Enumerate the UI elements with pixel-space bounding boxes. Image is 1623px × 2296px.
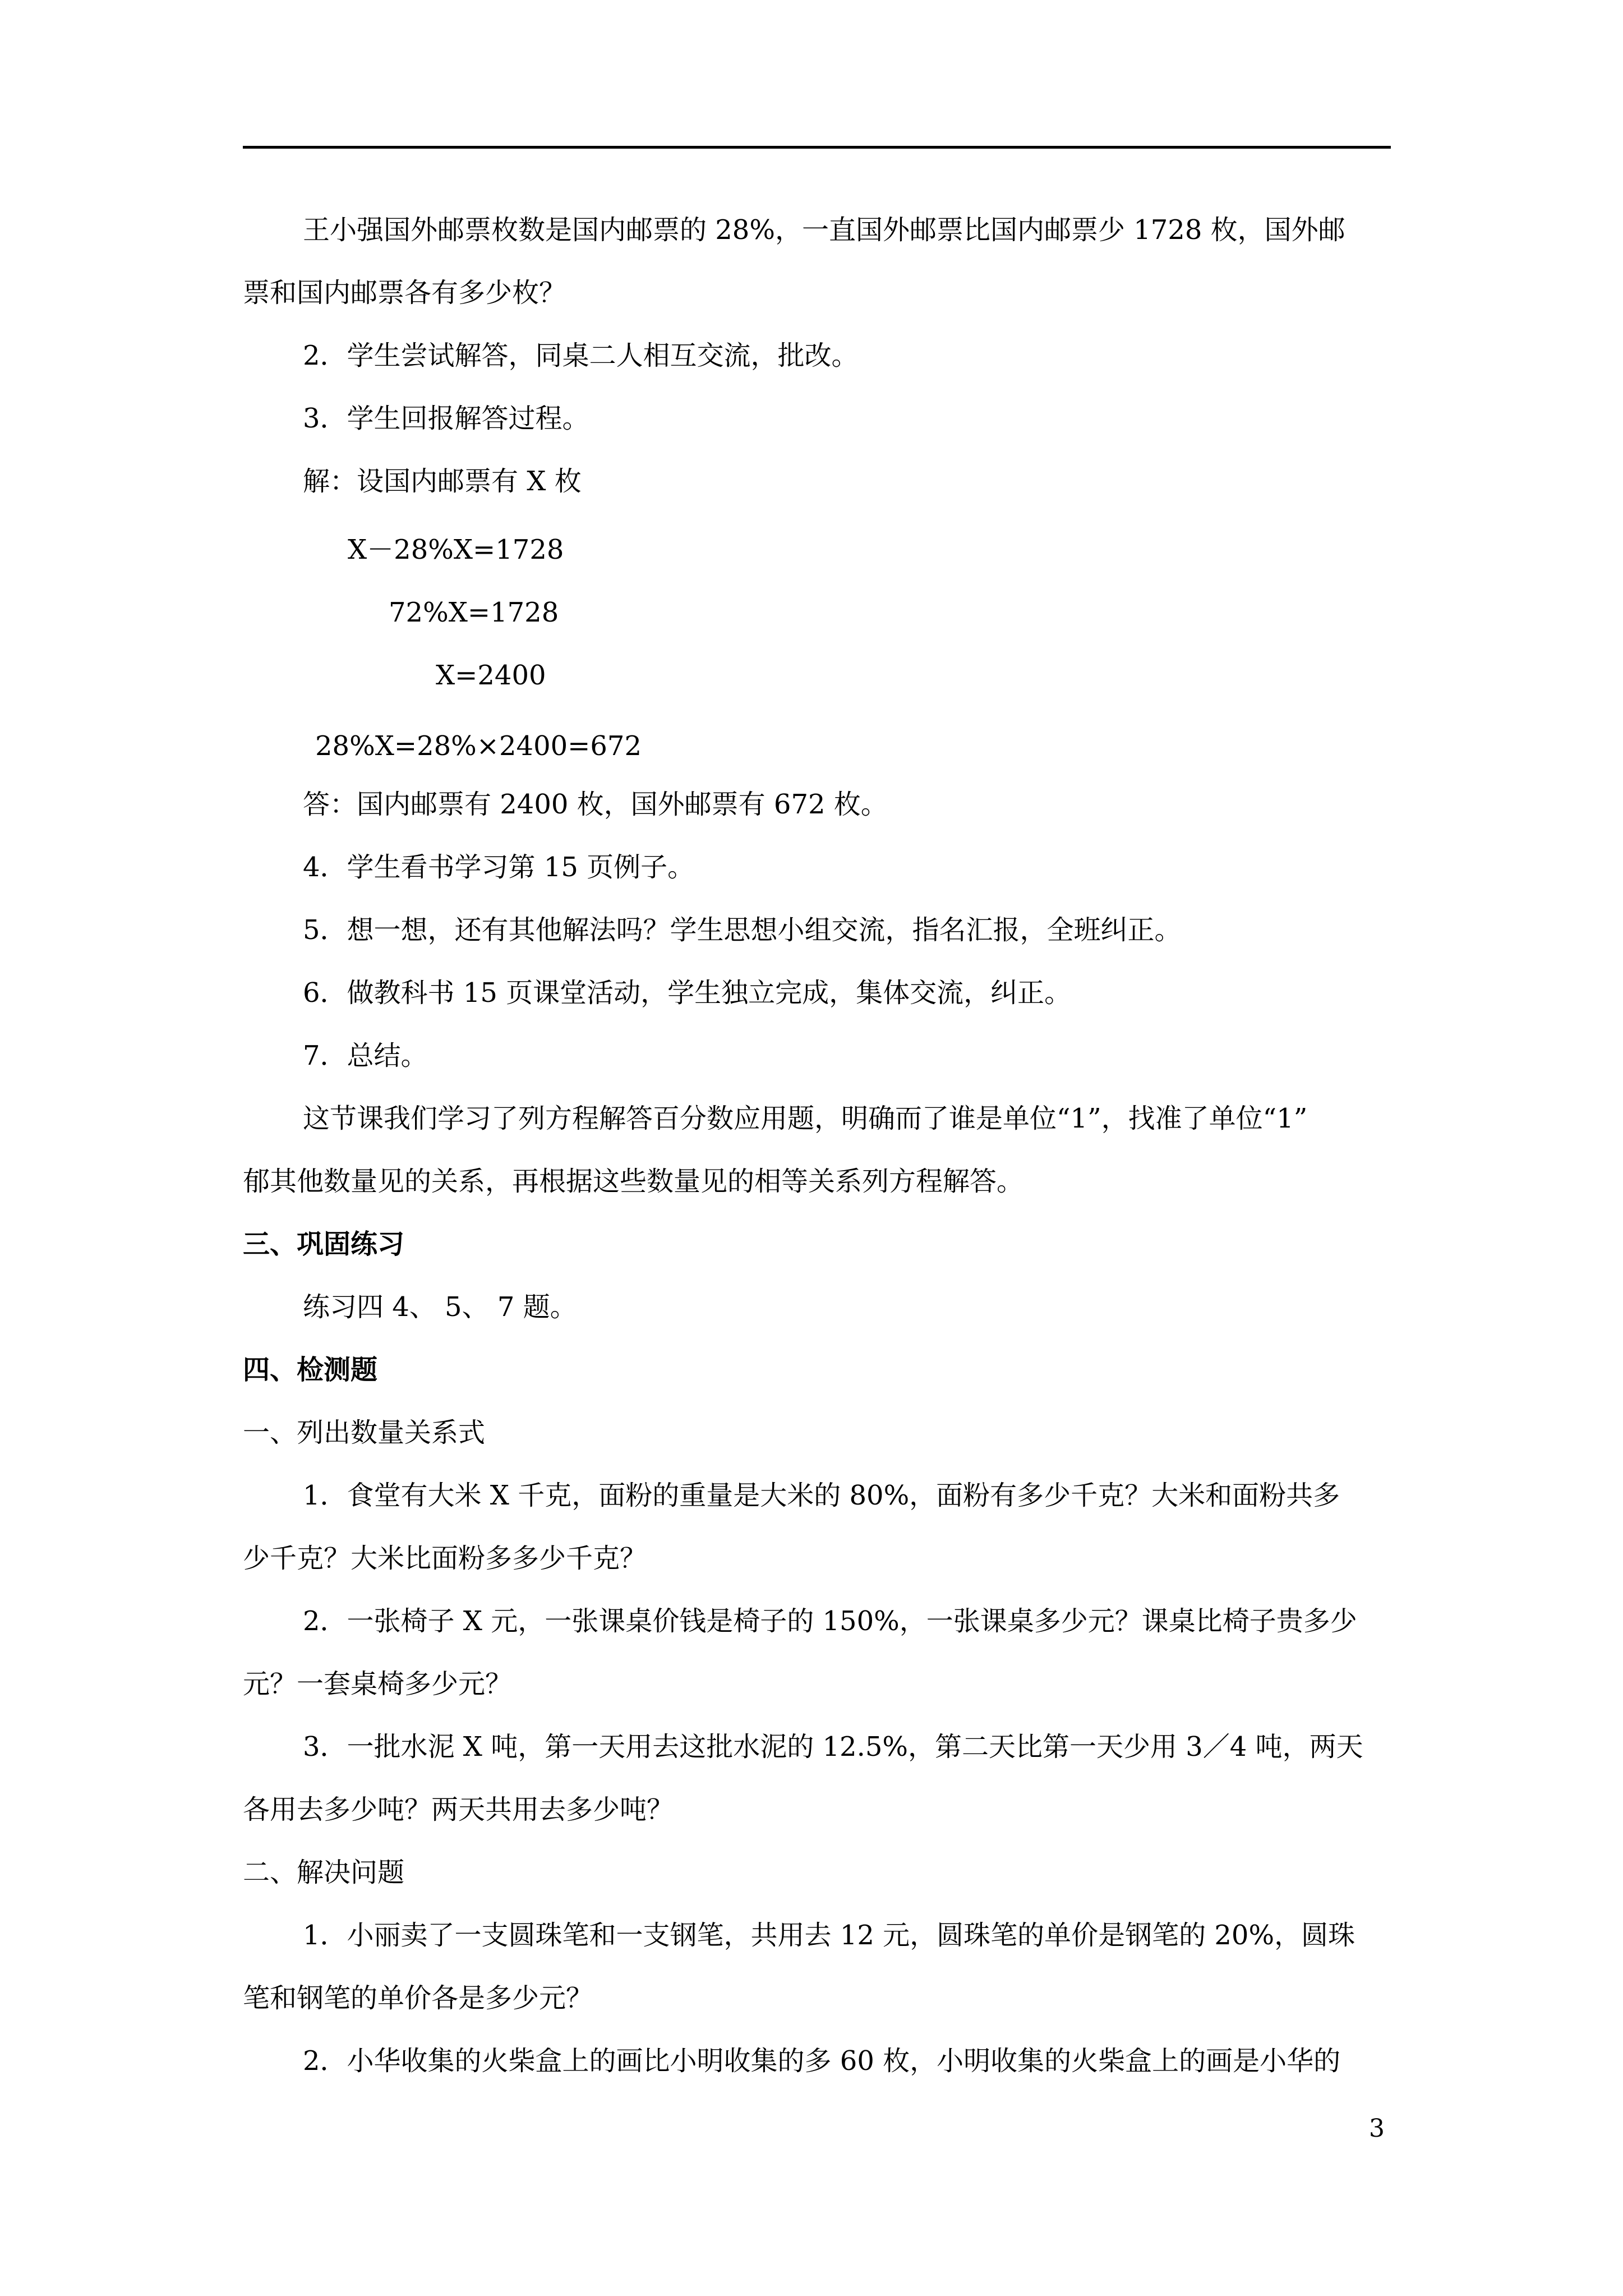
text-line-sub-2: 二、解决问题 xyxy=(243,1857,405,1888)
text-line-heading-4: 四、检测题 xyxy=(243,1354,378,1386)
text-line-eq3: X=2400 xyxy=(436,660,546,691)
text-line-heading-3: 三、巩固练习 xyxy=(243,1228,405,1260)
text-line-answer: 答：国内邮票有 2400 枚，国外邮票有 672 枚。 xyxy=(303,789,888,820)
page-number: 3 xyxy=(1369,2114,1385,2143)
text-line-eq4: 28%X=28%×2400=672 xyxy=(315,730,642,762)
text-line-step3: 3．学生回报解答过程。 xyxy=(303,403,589,434)
text-line-step5: 5．想一想，还有其他解法吗？学生思想小组交流，指名汇报，全班纠正。 xyxy=(303,914,1182,946)
text-line-summary-l1: 这节课我们学习了列方程解答百分数应用题，明确而了谁是单位“1”，找准了单位“1” xyxy=(303,1103,1308,1134)
text-line-solution-intro: 解：设国内邮票有 X 枚 xyxy=(303,466,582,497)
text-line-step2: 2．学生尝试解答，同桌二人相互交流，批改。 xyxy=(303,340,859,371)
text-line-q1-l1: 1．食堂有大米 X 千克，面粉的重量是大米的 80%，面粉有多少千克？大米和面粉共多 xyxy=(303,1480,1340,1511)
text-line-step7: 7．总结。 xyxy=(303,1040,428,1071)
text-line-eq2: 72%X=1728 xyxy=(389,597,559,628)
text-line-r1-l1: 1．小丽卖了一支圆珠笔和一支钢笔，共用去 12 元，圆珠笔的单价是钢笔的 20%，圆珠 xyxy=(303,1920,1355,1951)
text-line-q2-l1: 2．一张椅子 X 元，一张课桌价钱是椅子的 150%，一张课桌多少元？课桌比椅子贵多少 xyxy=(303,1605,1357,1637)
text-line-q2-l2: 元？一套桌椅多少元？ xyxy=(243,1668,513,1700)
text-line-r2-l1: 2．小华收集的火柴盒上的画比小明收集的多 60 枚，小明收集的火柴盒上的画是小华的 xyxy=(303,2045,1341,2077)
text-line-p1-l1: 王小强国外邮票枚数是国内邮票的 28%，一直国外邮票比国内邮票少 1728 枚，国外邮 xyxy=(303,214,1345,246)
text-line-q3-l1: 3．一批水泥 X 吨，第一天用去这批水泥的 12.5%，第二天比第一天少用 3／4 吨，两天 xyxy=(303,1731,1363,1763)
text-line-q3-l2: 各用去多少吨？两天共用去多少吨？ xyxy=(243,1794,674,1825)
text-line-summary-l2: 郁其他数量见的关系，再根据这些数量见的相等关系列方程解答。 xyxy=(243,1166,1024,1197)
text-line-step6: 6．做教科书 15 页课堂活动，学生独立完成，集体交流，纠正。 xyxy=(303,977,1072,1009)
text-line-eq1: X－28%X=1728 xyxy=(348,534,564,565)
text-line-sub-1: 一、列出数量关系式 xyxy=(243,1417,486,1448)
text-line-step4: 4．学生看书学习第 15 页例子。 xyxy=(303,852,695,883)
header-rule xyxy=(243,146,1391,149)
text-line-practice: 练习四 4、 5、 7 题。 xyxy=(303,1291,577,1323)
text-line-r1-l2: 笔和钢笔的单价各是多少元？ xyxy=(243,1982,593,2014)
text-line-p1-l2: 票和国内邮票各有多少枚？ xyxy=(243,277,566,309)
text-line-q1-l2: 少千克？大米比面粉多多少千克？ xyxy=(243,1543,647,1574)
